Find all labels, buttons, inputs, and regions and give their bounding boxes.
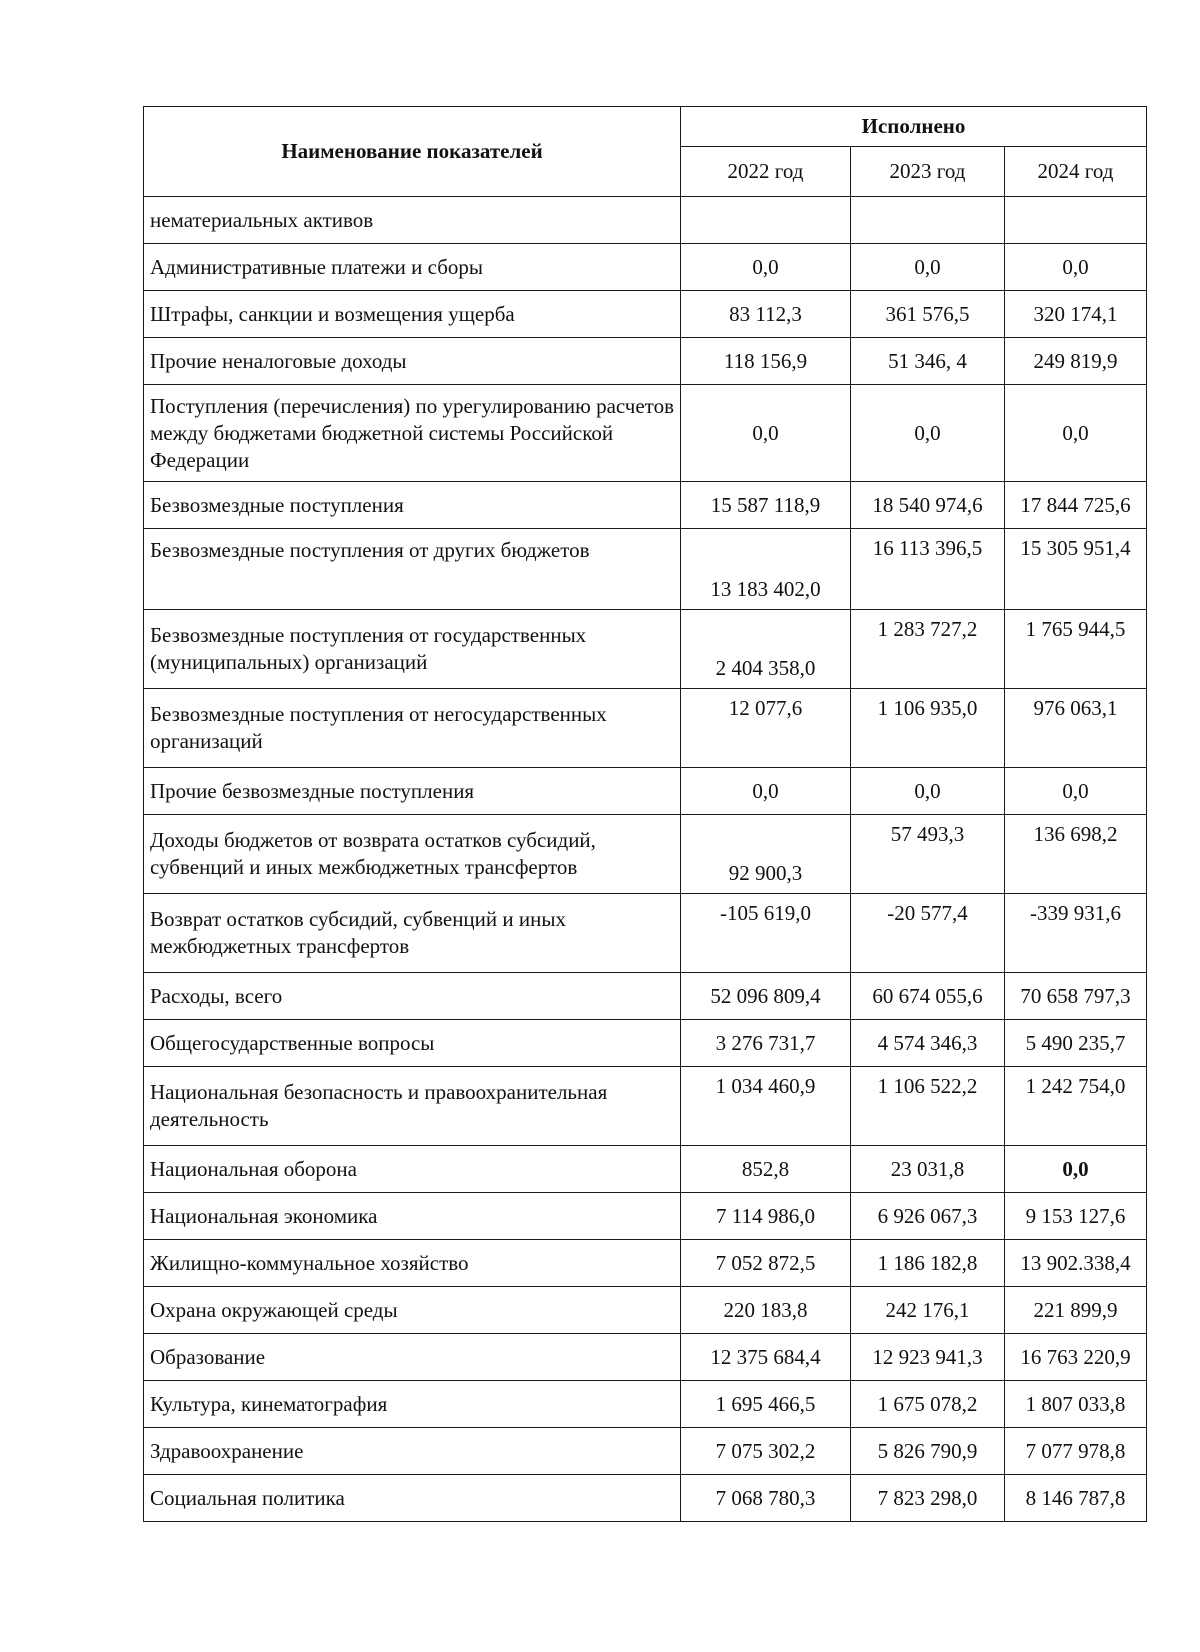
value-2022: 1 695 466,5 [681, 1381, 851, 1428]
table-row [144, 291, 1147, 338]
value-2024: 0,0 [1005, 1146, 1147, 1193]
value-2022: 2 404 358,0 [681, 610, 851, 689]
value-2023: -20 577,4 [851, 894, 1005, 973]
row-name: Поступления (перечисления) по урегулированию расчетов между бюджетами бюджетной системы Российской Федерации [144, 385, 681, 482]
value-2024: 16 763 220,9 [1005, 1334, 1147, 1381]
value-2024: 320 174,1 [1005, 291, 1147, 338]
value-2022: 0,0 [681, 385, 851, 482]
value-2022: 12 077,6 [681, 689, 851, 768]
row-name: нематериальных активов [144, 197, 681, 244]
value-2024: 0,0 [1005, 385, 1147, 482]
value-2023: 1 106 935,0 [851, 689, 1005, 768]
table-row [144, 385, 1147, 482]
value-2023: 0,0 [851, 244, 1005, 291]
row-name: Безвозмездные поступления от негосударственных организаций [144, 689, 681, 768]
row-name: Жилищно-коммунальное хозяйство [144, 1240, 681, 1287]
table-row [144, 1475, 1147, 1522]
row-name: Общегосударственные вопросы [144, 1020, 681, 1067]
value-2024: 976 063,1 [1005, 689, 1147, 768]
value-2023: 0,0 [851, 385, 1005, 482]
table-row [144, 529, 1147, 610]
value-2023: 5 826 790,9 [851, 1428, 1005, 1475]
value-2022: 3 276 731,7 [681, 1020, 851, 1067]
header-year-2022: 2022 год [681, 147, 851, 197]
table-row [144, 244, 1147, 291]
value-2024: 17 844 725,6 [1005, 482, 1147, 529]
table-row [144, 768, 1147, 815]
value-2023: 6 926 067,3 [851, 1193, 1005, 1240]
row-name: Безвозмездные поступления от государственных (муниципальных) организаций [144, 610, 681, 689]
value-2023: 361 576,5 [851, 291, 1005, 338]
value-2022: -105 619,0 [681, 894, 851, 973]
row-name: Образование [144, 1334, 681, 1381]
value-2023: 51 346, 4 [851, 338, 1005, 385]
value-2023 [851, 197, 1005, 244]
value-2022: 7 114 986,0 [681, 1193, 851, 1240]
row-name: Здравоохранение [144, 1428, 681, 1475]
table-row [144, 1428, 1147, 1475]
value-2022: 118 156,9 [681, 338, 851, 385]
value-2024: 9 153 127,6 [1005, 1193, 1147, 1240]
value-2024: 7 077 978,8 [1005, 1428, 1147, 1475]
row-name: Безвозмездные поступления [144, 482, 681, 529]
table-row [144, 1240, 1147, 1287]
value-2023: 60 674 055,6 [851, 973, 1005, 1020]
value-2024: 70 658 797,3 [1005, 973, 1147, 1020]
value-2022: 52 096 809,4 [681, 973, 851, 1020]
row-name: Социальная политика [144, 1475, 681, 1522]
value-2024: 136 698,2 [1005, 815, 1147, 894]
value-2023: 4 574 346,3 [851, 1020, 1005, 1067]
table-row [144, 894, 1147, 973]
table-row [144, 689, 1147, 768]
value-2024 [1005, 197, 1147, 244]
value-2024: 0,0 [1005, 768, 1147, 815]
table-row [144, 197, 1147, 244]
row-name: Безвозмездные поступления от других бюджетов [144, 529, 681, 610]
value-2022: 83 112,3 [681, 291, 851, 338]
table-row [144, 1381, 1147, 1428]
row-name: Культура, кинематография [144, 1381, 681, 1428]
value-2022: 92 900,3 [681, 815, 851, 894]
row-name: Прочие безвозмездные поступления [144, 768, 681, 815]
value-2024: 8 146 787,8 [1005, 1475, 1147, 1522]
row-name: Штрафы, санкции и возмещения ущерба [144, 291, 681, 338]
value-2022: 13 183 402,0 [681, 529, 851, 610]
header-indicator-name: Наименование показателей [144, 107, 681, 197]
value-2022: 7 052 872,5 [681, 1240, 851, 1287]
value-2024: -339 931,6 [1005, 894, 1147, 973]
value-2023: 1 186 182,8 [851, 1240, 1005, 1287]
table-row [144, 610, 1147, 689]
value-2023: 23 031,8 [851, 1146, 1005, 1193]
row-name: Национальная оборона [144, 1146, 681, 1193]
table-row [144, 1334, 1147, 1381]
value-2024: 13 902.338,4 [1005, 1240, 1147, 1287]
table-row [144, 1020, 1147, 1067]
value-2022: 12 375 684,4 [681, 1334, 851, 1381]
header-executed: Исполнено [681, 107, 1147, 147]
header-year-2024: 2024 год [1005, 147, 1147, 197]
table-row [144, 1146, 1147, 1193]
row-name: Административные платежи и сборы [144, 244, 681, 291]
value-2023: 18 540 974,6 [851, 482, 1005, 529]
row-name: Доходы бюджетов от возврата остатков субсидий, субвенций и иных межбюджетных трансфертов [144, 815, 681, 894]
row-name: Национальная безопасность и правоохранительная деятельность [144, 1067, 681, 1146]
header-year-2023: 2023 год [851, 147, 1005, 197]
table-row [144, 1067, 1147, 1146]
row-name: Национальная экономика [144, 1193, 681, 1240]
value-2024: 249 819,9 [1005, 338, 1147, 385]
value-2024: 1 807 033,8 [1005, 1381, 1147, 1428]
table-row [144, 338, 1147, 385]
value-2023: 16 113 396,5 [851, 529, 1005, 610]
value-2023: 1 283 727,2 [851, 610, 1005, 689]
value-2022: 1 034 460,9 [681, 1067, 851, 1146]
value-2022: 220 183,8 [681, 1287, 851, 1334]
value-2022: 852,8 [681, 1146, 851, 1193]
value-2023: 242 176,1 [851, 1287, 1005, 1334]
row-name: Расходы, всего [144, 973, 681, 1020]
value-2022: 7 068 780,3 [681, 1475, 851, 1522]
table-row [144, 973, 1147, 1020]
value-2024: 1 765 944,5 [1005, 610, 1147, 689]
value-2024: 1 242 754,0 [1005, 1067, 1147, 1146]
value-2023: 1 106 522,2 [851, 1067, 1005, 1146]
table-row [144, 815, 1147, 894]
value-2024: 15 305 951,4 [1005, 529, 1147, 610]
value-2023: 57 493,3 [851, 815, 1005, 894]
value-2023: 1 675 078,2 [851, 1381, 1005, 1428]
budget-execution-table [143, 106, 1147, 1522]
value-2023: 7 823 298,0 [851, 1475, 1005, 1522]
table-row [144, 1287, 1147, 1334]
row-name: Прочие неналоговые доходы [144, 338, 681, 385]
value-2024: 0,0 [1005, 244, 1147, 291]
row-name: Возврат остатков субсидий, субвенций и иных межбюджетных трансфертов [144, 894, 681, 973]
value-2022: 0,0 [681, 768, 851, 815]
value-2022: 7 075 302,2 [681, 1428, 851, 1475]
value-2022: 15 587 118,9 [681, 482, 851, 529]
table-row [144, 482, 1147, 529]
value-2024: 221 899,9 [1005, 1287, 1147, 1334]
value-2023: 0,0 [851, 768, 1005, 815]
value-2022: 0,0 [681, 244, 851, 291]
row-name: Охрана окружающей среды [144, 1287, 681, 1334]
value-2023: 12 923 941,3 [851, 1334, 1005, 1381]
table-row [144, 1193, 1147, 1240]
value-2024: 5 490 235,7 [1005, 1020, 1147, 1067]
value-2022 [681, 197, 851, 244]
